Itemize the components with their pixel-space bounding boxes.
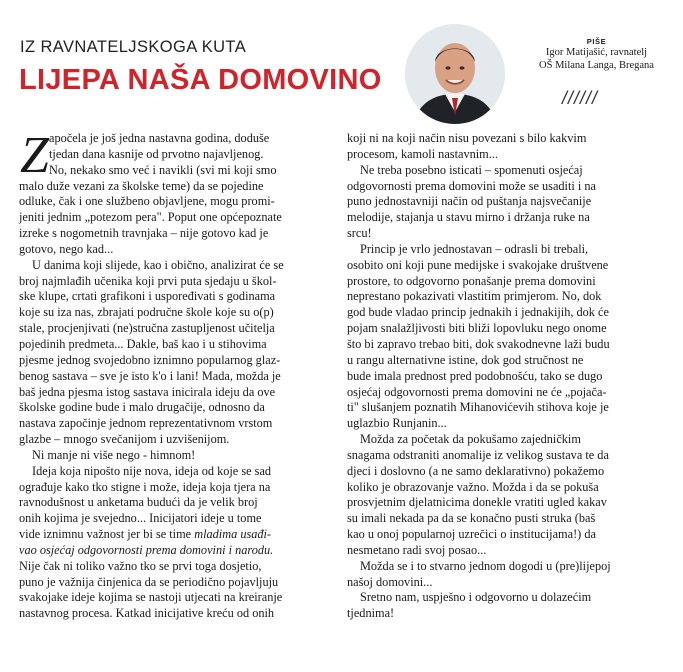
text-line: malo duže vezani za školske teme) da se pojedine: [19, 178, 264, 193]
text-line: god bude vladao princip jednakih i jednakijih, dok će: [347, 305, 609, 320]
text-line: prostore, to odgovorno ponašanje prema domovini: [347, 273, 596, 288]
text-line: su imali nekada pa da se konačno pusti struka (baš: [347, 511, 596, 526]
text-line: Možda se i to stvarno jednom dogodi u (pre)lijepoj: [360, 558, 611, 573]
text-line: odgovornosti prema domovini može se usaditi i na: [347, 178, 596, 193]
text-line: [19, 543, 338, 559]
text-line: osobito oni koji pune medijske i svakojake društvene: [347, 257, 609, 272]
text-line: Nije čak ni toliko važno tko se prvi toga dosjetio,: [19, 558, 262, 573]
text-line: prosvjetnim djelatnicima donekle vratiti ugled kakav: [347, 495, 607, 510]
text-line: osjećaj odgovornosti prema domovini ne će „pojača-: [347, 384, 607, 399]
author-photo: [405, 24, 505, 124]
text-line: svakojake ideje kojima se nastoji utjecati na kreiranje: [19, 590, 283, 605]
text-line: Sretno nam, uspješno i odgovorno u dolazećim: [360, 590, 592, 605]
text-line: izreke s nogometnih travnjaka – nije gotovo kad je: [19, 226, 269, 241]
text-line: [19, 527, 338, 543]
text-line: što bi zapravo trebao biti, dok svakodnevne laži budu: [347, 336, 610, 351]
text-line: tjednima!: [347, 606, 395, 621]
text-line: djeci i doslovno (a ne samo deklarativno) pokažemo: [347, 463, 605, 478]
text-line: pjesme jednog svojedobno iznimno popularnog glaz-: [19, 352, 281, 367]
text-line: stale, procjenjivati (ne)stručna zastupljenost učitelja: [19, 321, 275, 336]
text-run: vide iznimnu važnost jer bi se time: [19, 527, 192, 542]
text-line: bude imala prednost pred podobnošću, tako se dugo: [347, 368, 603, 383]
text-line: U danima koji slijede, kao i obično, analizirat će se: [32, 257, 284, 272]
text-line: onih kojima je svejedno... Inicijatori ideje u tome: [19, 511, 262, 526]
article-column-right: [347, 131, 666, 622]
text-line: puno je važnija činjenica da se periodično pojavljuju: [19, 574, 279, 589]
text-line: ograđuje kako tko stigne i može, ideja koja tjera na: [19, 479, 271, 494]
text-line: nastavnog procesa. Katkad inicijative kreću od onih: [19, 606, 275, 621]
text-line: nastava započinje jednom reprezentativnom vrstom: [19, 416, 273, 431]
section-kicker: IZ RAVNATELJSKOGA KUTA: [20, 38, 247, 56]
text-line: uglazbio Runjanin...: [347, 416, 447, 431]
text-line: jeniti jednim „potezom pera". Poput one općepoznate: [19, 210, 282, 225]
decorative-slashes: //////: [562, 88, 599, 108]
text-line: Ne treba posebno isticati – spomenuti osjećaj: [360, 162, 583, 177]
text-line: Princip je vrlo jednostavan – odrasli bi trebali,: [360, 241, 589, 256]
text-line: ske klupe, crtati grafikoni i uspoređivati s godinama: [19, 289, 276, 304]
text-line: procesom, kamoli nastavnim...: [347, 146, 498, 161]
drop-cap: Z: [20, 127, 49, 184]
text-line: ravnodušnost u anketama budući da je velik broj: [19, 495, 258, 510]
text-line: odluke, čak i one službeno objavljene, mogu promi-: [19, 194, 275, 209]
text-line: No, nekako smo već i navikli (svi mi koji smo: [49, 162, 277, 177]
text-line: našoj domovini...: [347, 574, 433, 589]
text-line: neprestano pokazivati vlastitim primjerom. No, dok: [347, 289, 602, 304]
text-line: koliko je obrazovanje važno. Možda i da se pokuša: [347, 479, 599, 494]
author-byline: [514, 37, 679, 72]
text-line: srcu!: [347, 226, 372, 241]
italic-text: vao osjećaj odgovornosti prema domovini i narodu.: [19, 542, 274, 557]
text-line: nesmetano radi svoj posao...: [347, 542, 487, 557]
text-line: u rangu alternativne istine, dok god stručnost ne: [347, 352, 584, 367]
text-line: snagama odstraniti anomalije iz velikog sustava te da: [347, 447, 609, 462]
text-line: gotovo, nego kad...: [19, 241, 114, 256]
text-line: baš jedna pjesma istog sastava inicirala ideju da ove: [19, 384, 276, 399]
text-line: pojedinih predmeta... Dakle, baš kao i u stihovima: [19, 336, 267, 351]
author-school: OŠ Milana Langa, Bregana: [539, 60, 654, 71]
author-name: Igor Matijašić, ravnatelj: [545, 47, 648, 58]
text-line: pojam snalažljivosti biti bliži lopovluku nego onome: [347, 321, 607, 336]
text-line: puno jednostavniji način od puštanja najsvečanije: [347, 194, 592, 209]
text-line: Ideja koja nipošto nije nova, ideja od koje se sad: [32, 463, 272, 478]
text-line: školske godine bude i malo drugačije, odnosno da: [19, 400, 265, 415]
text-line: tjedan dana kasnije od prvotno najavljenog.: [49, 146, 264, 161]
text-line: koje su iza nas, zbrajati područne škole koje su o(p): [19, 305, 274, 320]
text-line: benog sastava – sve je isto k'o i lani! Mada, možda je: [19, 368, 281, 383]
article-column-left: [19, 127, 338, 622]
text-line: melodije, stajanja u stavu mirno i držanja ruke na: [347, 210, 590, 225]
byline-label: PIŠE: [586, 37, 607, 46]
text-line: kao u onoj popularnoj uzrečici o institucijama!) da: [347, 527, 596, 542]
text-line: apočela je još jedna nastavna godina, doduše: [49, 131, 270, 145]
text-line: broj najmlađih učenika koji prvi puta sjedaju u škol-: [19, 273, 277, 288]
text-line: ti" slušanjem poznatih Mihanovićevih stihova koje je: [347, 400, 609, 415]
text-line: glazbe – mnogo svečanijom i uzvišenijom.: [19, 432, 230, 447]
article-headline: LIJEPA NAŠA DOMOVINO: [19, 64, 382, 96]
text-line: koji ni na koji način nisu povezani s bilo kakvim: [347, 131, 587, 145]
text-line: Možda za početak da pokušamo zajedničkim: [360, 432, 581, 447]
italic-text: mladima usađi-: [194, 527, 272, 542]
text-line: Ni manje ni više nego - himnom!: [32, 447, 196, 462]
